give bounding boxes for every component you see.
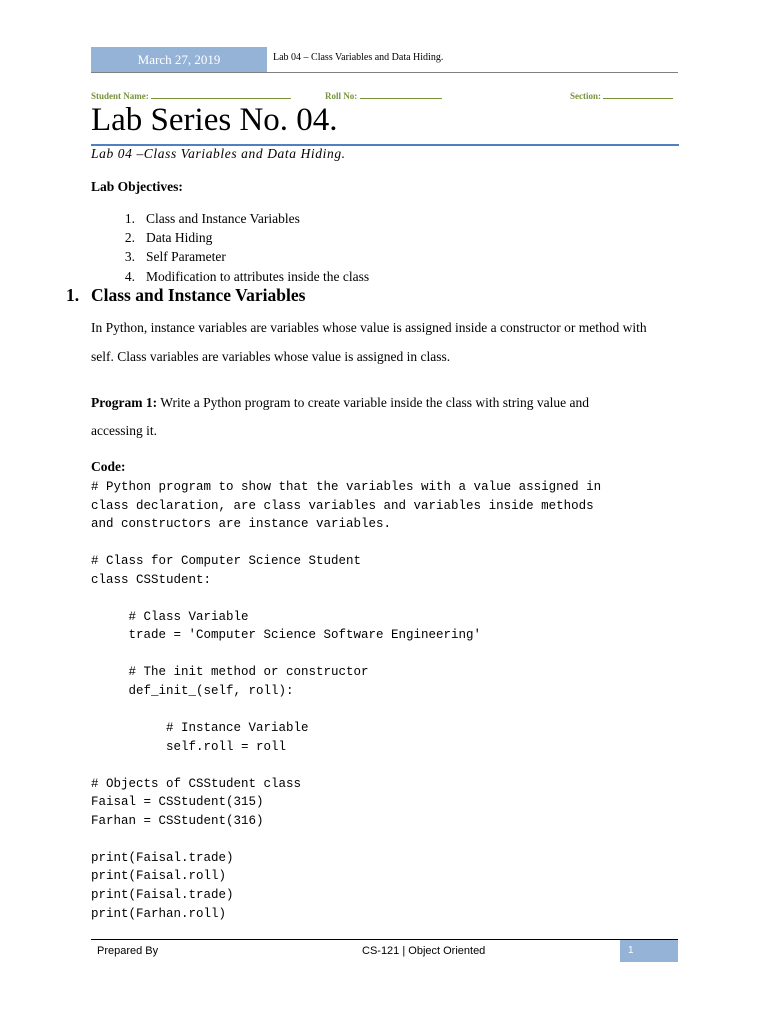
page-subtitle: Lab 04 –Class Variables and Data Hiding. (91, 146, 346, 161)
footer-page-number: 1 (620, 940, 678, 962)
objectives-heading: Lab Objectives: (91, 179, 183, 194)
program-text: Write a Python program to create variable inside the class with string value and (157, 395, 589, 410)
roll-no-blank (360, 89, 442, 99)
section-title: Class and Instance Variables (91, 285, 306, 305)
student-name-label: Student Name: (91, 91, 149, 101)
objective-text: Modification to attributes inside the class (146, 268, 370, 284)
objective-text: Class and Instance Variables (146, 211, 300, 226)
section-number: 1. (66, 285, 80, 305)
objective-item (91, 228, 369, 247)
code-label: Code: (91, 459, 126, 474)
intro-paragraph-line-1: In Python, instance variables are variables whose value is assigned inside a constructor or method with (91, 320, 647, 335)
objective-number: 2. (124, 230, 135, 246)
program-label: Program 1: (91, 395, 158, 410)
roll-no-field (325, 89, 442, 101)
student-name-field (91, 89, 291, 101)
section-field (570, 89, 673, 101)
objectives-list (91, 209, 369, 286)
header-divider (91, 72, 678, 73)
objective-number: 1. (124, 211, 135, 226)
code-block: # Python program to show that the variables with a value assigned in class declaration, are class variables and variables inside methods and constructors are instance variables. # Class for Computer Science Student class CSStudent: # Class Variable trade = 'Computer Science Software Engineering' # The init method or constructor def_init_(self, roll): # Instance Variable self.roll = roll # Objects of CSStudent class Faisal = CSStudent(315) Farhan = CSStudent(316) print(Faisal.trade) print(Faisal.roll) print(Faisal.trade) print(Farhan.roll) (91, 480, 602, 921)
objective-item (91, 267, 369, 286)
objective-number: 4. (124, 268, 135, 284)
section-heading (66, 285, 305, 306)
objective-number: 3. (124, 249, 135, 265)
student-name-blank (151, 89, 291, 99)
header-title: Lab 04 – Class Variables and Data Hiding. (273, 52, 444, 63)
objective-text: Data Hiding (146, 230, 213, 246)
page-title: Lab Series No. 04. (91, 102, 338, 138)
footer-course: CS-121 | Object Oriented (362, 945, 486, 957)
footer-rule (91, 939, 678, 940)
program-statement-line-1 (91, 395, 589, 411)
footer-prepared-by: Prepared By (97, 945, 159, 957)
roll-no-label: Roll No: (325, 91, 358, 101)
intro-paragraph-line-2: self. Class variables are variables whose value is assigned in class. (91, 349, 451, 364)
section-blank (603, 89, 673, 99)
objective-item (91, 247, 369, 266)
section-label: Section: (570, 91, 601, 101)
objective-text: Self Parameter (146, 249, 226, 265)
program-statement-line-2: accessing it. (91, 423, 157, 438)
objective-item (91, 209, 369, 228)
header-date: March 27, 2019 (91, 47, 267, 72)
